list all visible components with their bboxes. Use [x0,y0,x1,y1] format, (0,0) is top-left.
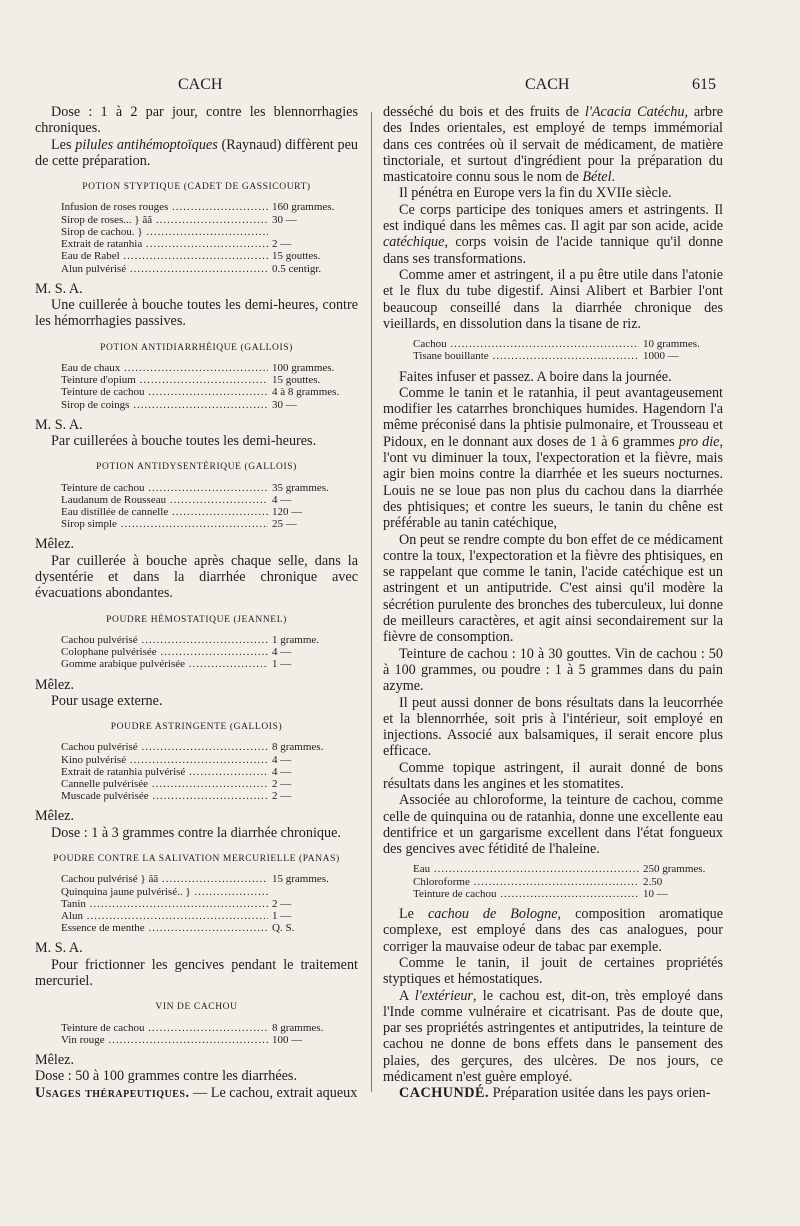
formula-title: VIN DE CACHOU [155,1002,238,1013]
formula-title: POUDRE ASTRINGENTE (GALLOIS) [110,722,283,733]
formula-row: Tanin ..... 2 — [61,898,342,910]
formula-row: Vin rouge ..... 100 — [61,1034,342,1046]
paragraph: Par cuillerée à bouche après chaque selle, dans la dysentérie et dans la diarrhée chronique avec évacuations abondantes. [35,552,358,602]
formula-title: POUDRE CONTRE LA SALIVATION MERCURIELLE (PANAS) [53,854,340,864]
formula-title: POTION ANTIDYSENTÉRIQUE (GALLOIS) [96,462,297,473]
page-header [0,76,800,100]
formula-title: POUDRE HÉMOSTATIQUE (JEANNEL) [106,614,287,625]
formula-row: Eau ..... 250 grammes. [413,863,713,875]
paragraph: Faites infuser et passez. A boire dans la journée. [399,368,672,385]
formula-row: Muscade pulvérisée ..... 2 — [61,790,342,802]
formula-table [61,873,342,934]
formula-row: Laudanum de Rousseau ..... 4 — [61,494,342,506]
instruction: Mêlez. [35,1051,74,1068]
formula-row: Eau de Rabel ..... 15 gouttes. [61,250,342,262]
formula-table [61,741,342,802]
paragraph: Ce corps participe des toniques amers et astringents. Il est indiqué dans les mêmes cas. Il agit par son acide, acide catéchique, corps voisin de l'acide tannique qu'il donne dans ses transformations. [383,201,723,267]
formula-table [413,863,713,900]
formula-row: Quinquina jaune pulvérisé.. } ..... [61,886,342,898]
paragraph: Usages thérapeutiques. — Le cachou, extrait aqueux [35,1084,358,1101]
formula-row: Extrait de ratanhia ..... 2 — [61,238,342,250]
formula-table [61,362,342,411]
paragraph: Une cuillerée à bouche toutes les demi-heures, contre les hémorrhagies passives. [35,297,358,330]
instruction: Mêlez. [35,808,74,825]
formula-row: Sirop de roses... } ãã ..... 30 — [61,214,342,226]
formula-row: Chloroforme ..... 2.50 [413,876,713,888]
formula-table [61,201,342,274]
formula-row: Sirop de coings ..... 30 — [61,399,342,411]
paragraph: Comme topique astringent, il aurait donné de bons résultats dans les angines et les stomatites. [383,759,723,792]
paragraph: Pour usage externe. [51,692,163,709]
formula-row: Eau de chaux ..... 100 grammes. [61,362,342,374]
formula-row: Sirop de cachou. } ..... [61,226,342,238]
formula-row: Teinture de cachou ..... 35 grammes. [61,482,342,494]
paragraph: desséché du bois et des fruits de l'Acacia Catéchu, arbre des Indes orientales, est employé de temps immémorial dans ces contrées où il servait de médicament, de matière tinctoriale, et surtout d'ingrédient pour la préparation du masticatoire connu sous le nom de Bétel. [383,104,723,186]
paragraph: Pour frictionner les gencives pendant le traitement mercuriel. [35,956,358,989]
formula-row: Colophane pulvérisée ..... 4 — [61,646,342,658]
formula-row: Teinture de cachou ..... 4 à 8 grammes. [61,386,342,398]
formula-row: Gomme arabique pulvérisée ..... 1 — [61,658,342,670]
paragraph: Dose : 1 à 3 grammes contre la diarrhée chronique. [51,824,341,841]
formula-row: Infusion de roses rouges ..... 160 grammes. [61,201,342,213]
formula-row: Cannelle pulvérisée ..... 2 — [61,778,342,790]
paragraph: Il pénétra en Europe vers la fin du XVIIe siècle. [399,185,672,202]
paragraph: Comme le tanin, il jouit de certaines propriétés styptiques et hémostatiques. [383,954,723,988]
formula-row: Cachou pulvérisé ..... 1 gramme. [61,634,342,646]
formula-row: Alun pulvérisé ..... 0.5 centigr. [61,263,342,275]
running-head-right: CACH [525,76,570,93]
right-column [383,104,723,1102]
formula-row: Extrait de ratanhia pulvérisé ..... 4 — [61,766,342,778]
instruction: Mêlez. [35,536,74,553]
paragraph: A l'extérieur, le cachou est, dit-on, très employé dans l'Inde comme vulnéraire et cicatrisant. Pas de doute que, par ses propriétés astringentes et antiputrides, la teinture de cachou ne donne de bons effets dans le pansement des plaies, des gerçures, des ulcères. De nos jours, ce médicament n'est guère employé. [383,987,723,1086]
formula-table [61,1022,342,1046]
instruction: M. S. A. [35,416,83,433]
formula-row: Eau distillée de cannelle ..... 120 — [61,506,342,518]
instruction: M. S. A. [35,280,83,297]
page-number: 615 [692,76,716,93]
formula-row: Kino pulvérisé ..... 4 — [61,754,342,766]
running-head-left: CACH [178,76,223,93]
section-label: Usages thérapeutiques. [35,1084,190,1101]
paragraph: Il peut aussi donner de bons résultats dans la leucorrhée et la blennorrhée, soit pris à l'intérieur, soit employé en injections. Associé aux balsamiques, il serait encore plus efficace. [383,694,723,760]
column-divider [371,112,372,1092]
instruction: M. S. A. [35,940,83,957]
paragraph: CACHUNDÉ. Préparation usitée dans les pays orien- [399,1085,711,1102]
formula-row: Essence de menthe ..... Q. S. [61,922,342,934]
formula-row: Cachou pulvérisé } ãã ..... 15 grammes. [61,873,342,885]
paragraph: Comme amer et astringent, il a pu être utile dans l'atonie et le flux du tube digestif. Ainsi Alibert et Barbier l'ont beaucoup conseillé dans la diarrhée chronique des vieillards, en dissolution dans la tisane de riz. [383,266,723,332]
paragraph: Le cachou de Bologne, composition aromatique complexe, est employé dans des cas analogues, pour corriger la mauvaise odeur de tabac par exemple. [383,906,724,955]
formula-table [61,482,342,531]
formula-row: Tisane bouillante ..... 1000 — [413,350,713,362]
left-column [35,104,358,1101]
formula-table [61,634,342,671]
instruction: Mêlez. [35,676,74,693]
formula-title: POTION STYPTIQUE (CADET DE GASSICOURT) [82,182,311,193]
paragraph: On peut se rendre compte du bon effet de ce médicament contre la toux, l'expectoration et la fièvre des phtisiques, en se rappelant que comme le tanin, l'acide catéchique est un astringent et un antiputride. C'est ainsi qu'il modère la sécrétion purulente des bronches des tuberculeux, lui donne de meilleurs caractères, et agit ainsi secondairement sur la fièvre de consomption. [383,531,723,646]
paragraph: Teinture de cachou : 10 à 30 gouttes. Vin de cachou : 50 à 100 grammes, ou poudre : 1 à 5 grammes dans du pain azyme. [383,645,723,695]
formula-row: Cachou pulvérisé ..... 8 grammes. [61,741,342,753]
formula-row: Teinture de cachou ..... 8 grammes. [61,1022,342,1034]
paragraph: Les pilules antihémoptoïques (Raynaud) diffèrent peu de cette préparation. [35,136,358,169]
paragraph: Par cuillerées à bouche toutes les demi-heures. [51,433,317,449]
paragraph: Comme le tanin et le ratanhia, il peut avantageusement modifier les catarrhes bronchiques humides. Hagendorn l'a même préconisé dans la phtisie pulmonaire, et Trousseau et Pidoux, en le donnant aux doses de 1 à 6 grammes pro die, l'ont vu diminuer la toux, l'expectoration et la fièvre, mais agir bien moins contre la diarrhée et les sueurs nocturnes. Louis ne se loue pas non plus du cachou dans la diarrhée des phtisiques; et contre les sueurs, le tanin du chêne est préférable au tanin catéchique, [383,384,724,532]
formula-row: Teinture de cachou ..... 10 — [413,888,713,900]
paragraph: Associée au chloroforme, la teinture de cachou, comme celle de quinquina ou de ratanhia, donne une excellente eau dentifrice et un gargarisme excellent dans l'état fongueux des gencives avec fétidité de l'haleine. [383,792,723,858]
paragraph: Dose : 50 à 100 grammes contre les diarrhées. [35,1068,297,1085]
formula-row: Sirop simple ..... 25 — [61,518,342,530]
formula-row: Teinture d'opium ..... 15 gouttes. [61,374,342,386]
formula-title: POTION ANTIDIARRHÉIQUE (GALLOIS) [100,342,293,353]
formula-table [413,338,713,362]
entry-headword: CACHUNDÉ. [399,1085,490,1102]
formula-row: Alun ..... 1 — [61,910,342,922]
formula-row: Cachou ..... 10 grammes. [413,338,713,350]
paragraph: Dose : 1 à 2 par jour, contre les blennorrhagies chroniques. [35,104,358,137]
